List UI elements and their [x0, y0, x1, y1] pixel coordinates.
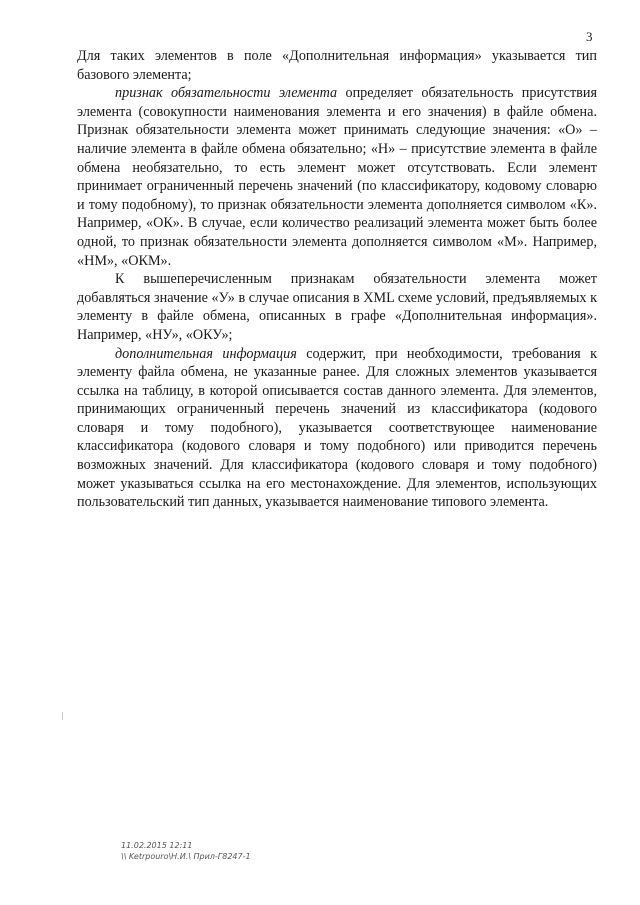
paragraph-1: Для таких элементов в поле «Дополнительная информация» указывается тип базового элемента; [77, 48, 597, 83]
body-text [77, 47, 597, 512]
paragraph-3: К вышеперечисленным признакам обязательности элемента может добавляться значение «У» в случае описания в XML схеме условий, предъявляемых к элементу в файле обмена, описанных в графе «Дополнительная информация». Например, «НУ», «ОКУ»; [77, 271, 597, 343]
paragraph-2 [77, 84, 597, 270]
term-additional-info: дополнительная информация [115, 345, 297, 362]
footer-timestamp: 11.02.2015 12:11 [121, 841, 193, 850]
paragraph-4-text: содержит, при необходимости, требования к элементу файла обмена, не указанные ранее. Для сложных элементов указывается ссылка на таблицу, в которой описывается состав данного элемента. Для элементов, принимающих ограниченный перечень значений из классификатора (кодового словаря и тому подобного), указывается соответствующее наименование классификатора (кодового словаря и тому подобного) или приводится перечень возможных значений. Для классификатора (кодового словаря и тому подобного) может указываться ссылка на его местонахождение. Для элементов, использующих пользовательский тип данных, указывается наименование типового элемента. [77, 345, 597, 511]
page-number: 3 [586, 29, 593, 44]
footer-file-path: \\ Ketrpouro\Н.И.\ Прил-Г8247-1 [121, 852, 251, 861]
paragraph-2-text: определяет обязательность присутствия элемента (совокупности наименования элемента и его значения) в файле обмена. Признак обязательности элемента может принимать следующие значения: «О» – наличие элемента в файле обмена обязательно; «Н» – присутствие элемента в файле обмена необязательно, то есть элемент может отсутствовать. Если элемент принимает ограниченный перечень значений (по классификатору, кодовому словарю и тому подобному), то признак обязательности элемента дополняется символом «К». Например, «ОК». В случае, если количество реализаций элемента может быть более одной, то признак обязательности элемента дополняется символом «М». Например, «НМ», «ОКМ». [77, 85, 597, 269]
paragraph-4 [77, 345, 597, 512]
term-mandatory-flag: признак обязательности элемента [115, 85, 338, 102]
scan-mark [62, 712, 63, 720]
footer-stamp [121, 840, 251, 862]
